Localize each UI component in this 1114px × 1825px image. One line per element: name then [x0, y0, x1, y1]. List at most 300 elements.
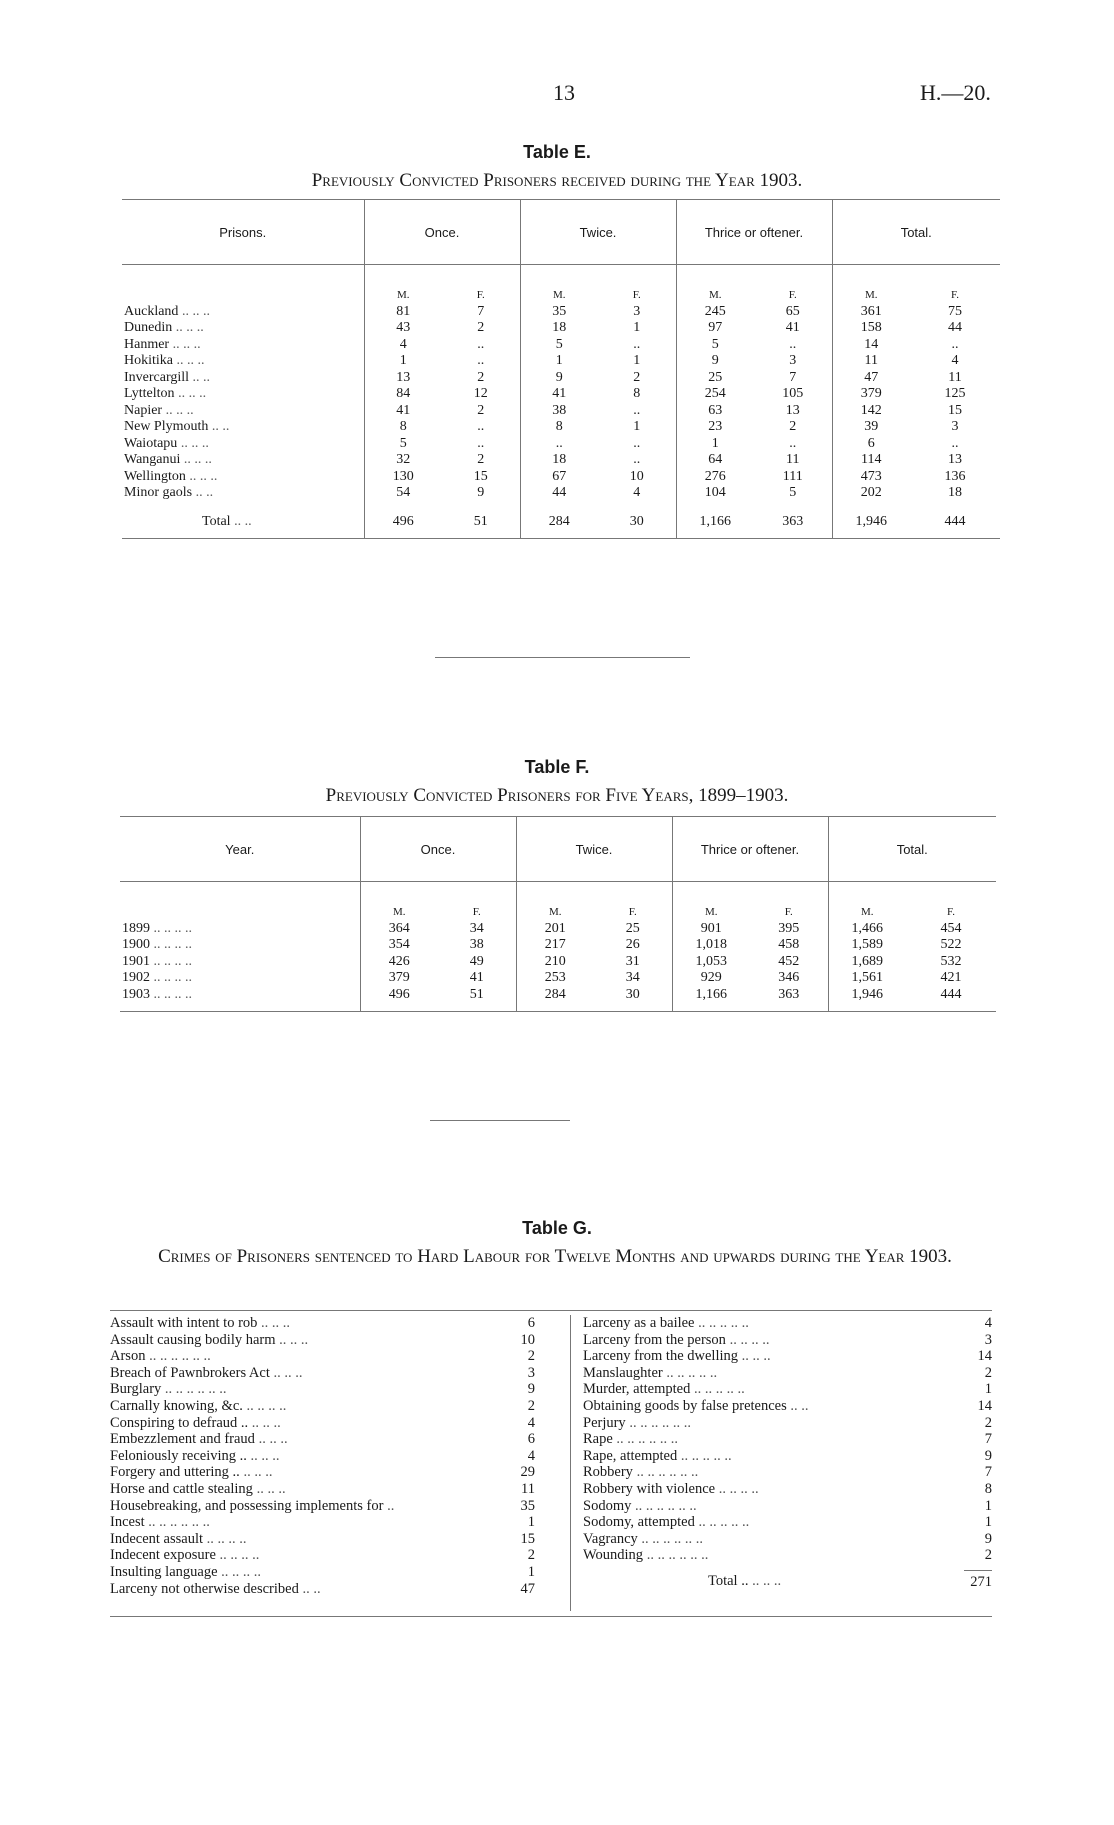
value-cell: 14: [832, 337, 910, 354]
total-row: [122, 502, 1000, 539]
crime-cell: [583, 1332, 769, 1349]
leader-dots: .. .. ..: [251, 1414, 281, 1431]
crime-row: [110, 1415, 535, 1432]
table-g-right-column: [570, 1315, 992, 1611]
value-cell: 7: [789, 369, 797, 385]
crime-count: 1: [527, 1514, 535, 1531]
value-cell: 217: [516, 937, 594, 954]
table-row: [122, 370, 1000, 387]
value-cell: 15: [473, 468, 488, 484]
value-cell: 41: [469, 970, 484, 985]
leader-dots: .. .. ..: [178, 386, 207, 401]
leader-dots: .. .. .. .. .. ..: [149, 1348, 211, 1365]
total-value-cell: 1,166: [676, 502, 754, 539]
value-cell: 379: [832, 386, 910, 403]
value-cell: 41: [364, 403, 442, 420]
crime-count: 11: [521, 1480, 535, 1497]
crime-row: [583, 1381, 992, 1398]
value-cell: 1,018: [672, 937, 750, 954]
row-label-cell: [122, 419, 364, 436]
value-cell: 5: [364, 436, 442, 453]
leader-dots: .. .. .. ..: [153, 937, 192, 952]
table-g-title: Table G.: [522, 1218, 592, 1238]
crime-cell: [110, 1564, 261, 1581]
value-cell: 1: [364, 353, 442, 370]
crime-row: [583, 1547, 992, 1564]
value-cell: 364: [360, 921, 438, 938]
value-cell: 8: [633, 386, 641, 401]
total-label: Total ..: [708, 1572, 749, 1589]
leader-dots: .. .. ..: [250, 1447, 280, 1464]
crime-name: Assault with intent to rob: [110, 1315, 258, 1331]
table-g: [110, 1310, 992, 1617]
leader-dots: .. .. .. .. ..: [680, 1447, 732, 1464]
value-cell: 254: [676, 386, 754, 403]
row-label-cell: [120, 937, 360, 954]
crime-count: 6: [527, 1431, 535, 1448]
crime-cell: [583, 1547, 708, 1564]
table-g-subtitle: Crimes of Prisoners sentenced to Hard Labour for Twelve Months and upwards during the Year 1903.: [158, 1246, 952, 1267]
leader-dots: .. .. ..: [752, 1572, 782, 1589]
total-count: 271: [964, 1570, 992, 1593]
value-cell: 23: [676, 419, 754, 436]
value-cell: 41: [785, 320, 800, 335]
crime-row: [583, 1531, 992, 1548]
value-cell: 11: [786, 452, 800, 467]
value-cell: 26: [625, 937, 640, 952]
value-cell: 1: [520, 353, 598, 370]
value-cell: 38: [469, 937, 484, 952]
value-cell: 1,053: [672, 954, 750, 971]
table-row: [120, 921, 996, 938]
row-label: Invercargill: [124, 369, 190, 385]
value-cell: 35: [520, 304, 598, 321]
leader-dots: .. .. .. .. .. ..: [616, 1431, 679, 1448]
value-cell: ..: [477, 419, 485, 434]
crime-name: Robbery with violence: [583, 1480, 716, 1497]
row-label-cell: [122, 353, 364, 370]
crime-name: Carnally knowing, &c.: [110, 1397, 243, 1414]
crime-cell: [110, 1531, 247, 1548]
crime-name: Sodomy: [583, 1497, 632, 1514]
value-cell: 31: [625, 953, 640, 969]
blank-cell: [120, 882, 360, 921]
row-label: Dunedin: [124, 320, 173, 335]
row-label-cell: [122, 386, 364, 403]
row-label: Wellington: [124, 468, 186, 484]
male-header: M.: [364, 265, 442, 304]
male-header: M.: [676, 265, 754, 304]
value-cell: ..: [477, 353, 485, 368]
crime-row: [583, 1481, 992, 1498]
crime-name: Insulting language: [110, 1563, 218, 1580]
value-cell: 5: [789, 485, 797, 500]
crime-row: [110, 1365, 535, 1382]
table-e-subtitle: Previously Convicted Prisoners received during the Year 1903.: [311, 170, 803, 191]
value-cell: 395: [778, 920, 800, 936]
table-row: [122, 452, 1000, 469]
crime-name: Sodomy, attempted: [583, 1514, 695, 1531]
value-cell: ..: [477, 336, 485, 352]
crime-name: Wounding: [583, 1547, 644, 1564]
crime-row: [110, 1431, 535, 1448]
crime-cell: [110, 1464, 272, 1481]
crime-count: 1: [984, 1381, 992, 1398]
value-cell: 97: [676, 320, 754, 337]
value-cell: 354: [360, 937, 438, 954]
crime-count: 47: [520, 1580, 535, 1597]
value-cell: 1: [633, 320, 641, 335]
value-cell: 532: [940, 953, 962, 969]
male-header: M.: [520, 265, 598, 304]
value-cell: 63: [676, 403, 754, 420]
value-cell: ..: [477, 435, 485, 451]
table-row: [122, 386, 1000, 403]
leader-dots: .. ..: [234, 513, 252, 529]
value-cell: 130: [364, 469, 442, 486]
value-cell: ..: [633, 336, 641, 352]
row-label: Waiotapu: [124, 435, 178, 451]
header-twice: Twice.: [520, 200, 676, 265]
leader-dots: .. .. ..: [175, 320, 204, 335]
value-cell: 51: [438, 987, 516, 1012]
header-year: Year.: [120, 817, 360, 882]
crime-name: Larceny from the dwelling: [583, 1348, 739, 1365]
value-cell: 276: [676, 469, 754, 486]
row-label: Hokitika: [124, 353, 173, 368]
leader-dots: .. .. ..: [741, 1348, 771, 1365]
table-f: [120, 816, 996, 1012]
leader-dots: .. .. .. .. ..: [698, 1514, 750, 1531]
total-label: Total: [202, 513, 231, 529]
value-cell: 1,561: [828, 970, 906, 987]
crime-cell: [583, 1398, 809, 1415]
value-cell: 2: [477, 320, 485, 335]
row-label-cell: [122, 403, 364, 420]
leader-dots: ..: [387, 1497, 395, 1514]
female-header: F.: [476, 289, 485, 301]
crime-count: 2: [984, 1414, 992, 1431]
crime-cell: [583, 1448, 732, 1465]
value-cell: 421: [940, 970, 962, 985]
value-cell: 1,466: [828, 921, 906, 938]
table-row: [122, 419, 1000, 436]
value-cell: 1: [676, 436, 754, 453]
row-label: Napier: [124, 402, 163, 418]
value-cell: 2: [789, 419, 797, 434]
value-cell: 13: [785, 402, 800, 418]
table-e-title: Table E.: [523, 142, 591, 162]
sex-subheader-row: [120, 882, 996, 921]
crime-cell: [583, 1531, 703, 1548]
crime-count: 7: [984, 1431, 992, 1448]
crime-count: 1: [984, 1497, 992, 1514]
crime-cell: [110, 1332, 308, 1349]
table-row: [122, 485, 1000, 502]
value-cell: 2: [633, 369, 641, 385]
sex-subheader-row: [122, 265, 1000, 304]
crime-name: Embezzlement and fraud: [110, 1431, 255, 1448]
value-cell: ..: [789, 435, 797, 451]
crime-count: 35: [520, 1497, 535, 1514]
header-once: Once.: [360, 817, 516, 882]
value-cell: 1,689: [828, 954, 906, 971]
crime-row: [110, 1315, 535, 1332]
table-row: [122, 304, 1000, 321]
value-cell: 5: [676, 337, 754, 354]
crime-name: Indecent exposure: [110, 1547, 216, 1564]
leader-dots: .. .. .. ..: [153, 970, 192, 985]
crime-cell: [110, 1547, 259, 1564]
value-cell: ..: [633, 452, 641, 467]
female-header: F.: [632, 289, 641, 301]
male-header: M.: [832, 265, 910, 304]
crime-count: 9: [527, 1381, 535, 1398]
crime-count: 6: [527, 1315, 535, 1331]
row-label: Wanganui: [124, 452, 181, 467]
value-cell: 38: [520, 403, 598, 420]
row-label-cell: [120, 970, 360, 987]
row-label-cell: [122, 452, 364, 469]
leader-dots: .. ..: [790, 1397, 809, 1414]
leader-dots: .. .. .. .. .. ..: [646, 1547, 709, 1564]
value-cell: 3: [789, 353, 797, 368]
crime-count: 14: [977, 1348, 992, 1365]
total-value-cell: 363: [754, 502, 832, 539]
leader-dots: .. ..: [211, 419, 230, 434]
leader-dots: .. .. .. .. .. ..: [148, 1514, 210, 1531]
leader-dots: .. .. .. .. ..: [666, 1364, 718, 1381]
crime-cell: [583, 1415, 691, 1432]
leader-dots: .. .. .. ..: [219, 1547, 260, 1564]
blank-cell: [122, 265, 364, 304]
crime-name: Obtaining goods by false pretences: [583, 1397, 787, 1414]
table-f-title: Table F.: [524, 757, 590, 777]
value-cell: 34: [469, 920, 484, 936]
value-cell: 39: [832, 419, 910, 436]
value-cell: 104: [676, 485, 754, 502]
row-label: Minor gaols: [124, 485, 193, 500]
table-row: [122, 337, 1000, 354]
value-cell: 30: [594, 987, 672, 1012]
leader-dots: .. .. .. .. .. ..: [629, 1414, 691, 1431]
total-cell: [708, 1570, 781, 1592]
table-row: [122, 320, 1000, 337]
value-cell: 9: [676, 353, 754, 370]
value-cell: 44: [520, 485, 598, 502]
row-label-cell: [120, 987, 360, 1012]
crime-name: Robbery: [583, 1464, 633, 1481]
crime-name: Breach of Pawnbrokers Act: [110, 1364, 270, 1381]
value-cell: 18: [520, 320, 598, 337]
crime-name: Larceny not otherwise described: [110, 1580, 299, 1597]
header-total: Total.: [828, 817, 996, 882]
crime-count: 14: [977, 1397, 992, 1414]
female-header: F.: [951, 289, 959, 301]
value-cell: 13: [948, 452, 962, 467]
row-label: 1901: [122, 953, 150, 969]
value-cell: 114: [832, 452, 910, 469]
crime-name: Burglary: [110, 1381, 162, 1398]
table-g-left-column: [110, 1315, 535, 1597]
leader-dots: .. .. ..: [165, 402, 194, 418]
crime-name: Murder, attempted: [583, 1381, 691, 1398]
crime-cell: [110, 1448, 280, 1465]
value-cell: 6: [832, 436, 910, 453]
row-label: Auckland: [124, 303, 179, 319]
value-cell: 34: [625, 970, 640, 985]
value-cell: 9: [520, 370, 598, 387]
leader-dots: .. .. .. ..: [221, 1563, 262, 1580]
value-cell: 15: [948, 402, 962, 418]
table-row: [122, 403, 1000, 420]
crime-cell: [583, 1481, 759, 1498]
row-label: New Plymouth: [124, 419, 209, 434]
male-header: M.: [516, 882, 594, 921]
female-header: F.: [628, 906, 637, 918]
crime-row: [583, 1415, 992, 1432]
leader-dots: .. .. .. ..: [153, 920, 192, 936]
value-cell: 5: [520, 337, 598, 354]
leader-dots: .. .. ..: [261, 1315, 291, 1331]
value-cell: 444: [906, 987, 996, 1012]
value-cell: 363: [750, 987, 828, 1012]
crime-cell: [110, 1315, 290, 1332]
value-cell: 84: [364, 386, 442, 403]
crime-count: 29: [520, 1464, 535, 1481]
crime-cell: [110, 1498, 394, 1515]
header-thrice: Thrice or oftener.: [672, 817, 828, 882]
crime-row: [110, 1531, 535, 1548]
crime-cell: [110, 1348, 211, 1365]
total-value-cell: 30: [598, 502, 676, 539]
row-label-cell: [120, 954, 360, 971]
leader-dots: .. .. .. .. .. ..: [634, 1497, 697, 1514]
total-value-cell: 444: [910, 502, 1000, 539]
crime-count: 10: [520, 1331, 535, 1348]
crime-name: Vagrancy: [583, 1530, 638, 1547]
value-cell: 284: [516, 987, 594, 1012]
crime-row: [583, 1514, 992, 1531]
crime-row: [583, 1332, 992, 1349]
crime-cell: [583, 1315, 749, 1332]
crime-count: 9: [984, 1530, 992, 1547]
header-thrice: Thrice or oftener.: [676, 200, 832, 265]
leader-dots: .. .. ..: [183, 452, 212, 467]
value-cell: 7: [477, 303, 485, 319]
total-value-cell: 496: [364, 502, 442, 539]
crime-count: 7: [984, 1464, 992, 1481]
crime-row: [110, 1332, 535, 1349]
crime-name: Horse and cattle stealing: [110, 1480, 253, 1497]
separator-rule: [435, 657, 690, 658]
value-cell: 75: [948, 303, 962, 319]
leader-dots: .. ..: [302, 1580, 321, 1597]
value-cell: 41: [520, 386, 598, 403]
crime-count: 2: [527, 1547, 535, 1564]
row-label-cell: [122, 370, 364, 387]
leader-dots: .. .. .. ..: [718, 1480, 759, 1497]
row-label-cell: [120, 921, 360, 938]
value-cell: 18: [948, 485, 962, 500]
value-cell: ..: [951, 435, 959, 451]
crime-count: 2: [527, 1397, 535, 1414]
crime-count: 8: [984, 1480, 992, 1497]
crime-row: [110, 1481, 535, 1498]
crime-count: 1: [984, 1514, 992, 1531]
crime-name: Perjury: [583, 1414, 626, 1431]
crime-name: Larceny from the person: [583, 1331, 726, 1348]
value-cell: ..: [633, 435, 641, 451]
value-cell: 346: [778, 970, 800, 985]
crime-count: 3: [527, 1364, 535, 1381]
row-label-cell: [122, 485, 364, 502]
crime-count: 4: [984, 1315, 992, 1331]
value-cell: 25: [625, 920, 640, 936]
value-cell: 9: [477, 485, 485, 500]
value-cell: 1,166: [672, 987, 750, 1012]
value-cell: 473: [832, 469, 910, 486]
crime-cell: [583, 1381, 745, 1398]
crime-name: Rape: [583, 1431, 613, 1448]
female-header: F.: [947, 906, 955, 918]
crime-name: Conspiring to defraud ..: [110, 1414, 249, 1431]
row-label: 1900: [122, 937, 150, 952]
crime-name: Forgery and uttering ..: [110, 1464, 240, 1481]
value-cell: 11: [948, 369, 962, 385]
crime-cell: [110, 1581, 321, 1598]
male-header: M.: [360, 882, 438, 921]
leader-dots: .. .. ..: [258, 1431, 288, 1448]
crime-row: [583, 1431, 992, 1448]
value-cell: ..: [633, 402, 641, 418]
leader-dots: .. .. .. .. ..: [698, 1315, 749, 1331]
table-row: [122, 469, 1000, 486]
row-label-cell: [122, 304, 364, 321]
row-label: 1899: [122, 920, 150, 936]
value-cell: 3: [633, 303, 641, 319]
value-cell: 452: [778, 953, 800, 969]
value-cell: 12: [473, 386, 488, 401]
crime-cell: [583, 1365, 717, 1382]
leader-dots: .. .. .. .. .. ..: [636, 1464, 699, 1481]
leader-dots: .. .. .. ..: [153, 953, 192, 969]
value-cell: 111: [782, 468, 803, 484]
crime-count: 4: [527, 1414, 535, 1431]
value-cell: 67: [520, 469, 598, 486]
value-cell: ..: [951, 336, 959, 352]
value-cell: 2: [477, 402, 485, 418]
leader-dots: .. .. ..: [243, 1464, 273, 1481]
male-header: M.: [672, 882, 750, 921]
leader-dots: .. .. ..: [279, 1331, 309, 1348]
value-cell: 1: [633, 419, 641, 434]
value-cell: 81: [364, 304, 442, 321]
crime-row: [110, 1581, 535, 1598]
crime-row: [583, 1398, 992, 1415]
crime-name: Rape, attempted: [583, 1447, 678, 1464]
female-header: F.: [472, 906, 481, 918]
value-cell: 54: [364, 485, 442, 502]
header-twice: Twice.: [516, 817, 672, 882]
crime-cell: [110, 1514, 210, 1531]
row-label-cell: [122, 320, 364, 337]
leader-dots: .. .. .. .. .. ..: [164, 1381, 227, 1398]
crime-cell: [110, 1481, 286, 1498]
value-cell: 47: [832, 370, 910, 387]
value-cell: 142: [832, 403, 910, 420]
crime-row: [110, 1498, 535, 1515]
